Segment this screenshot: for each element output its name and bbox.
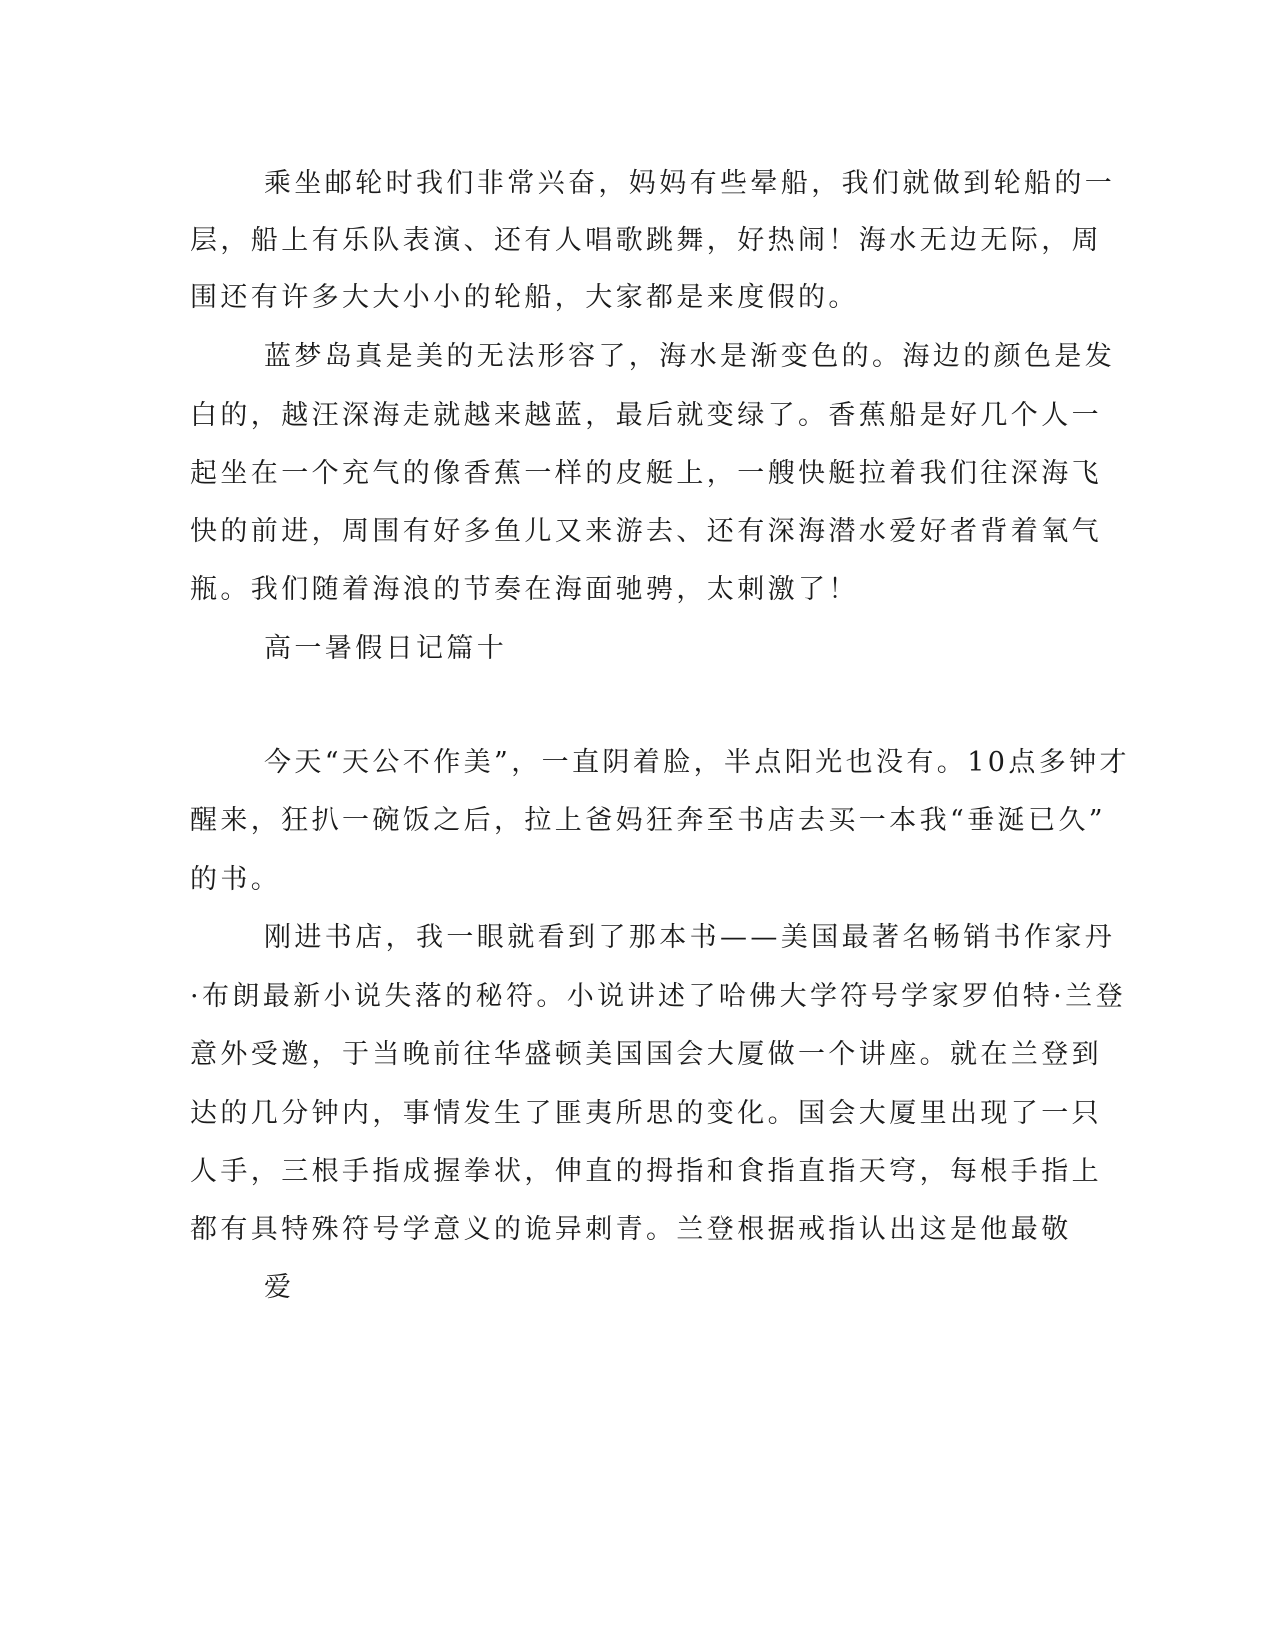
paragraph-line: 人手，三根手指成握拳状，伸直的拇指和食指直指天穹，每根手指上 bbox=[190, 1156, 1102, 1187]
paragraph-line: 意外受邀，于当晚前往华盛顿美国国会大厦做一个讲座。就在兰登到 bbox=[190, 1039, 1102, 1070]
paragraph-line: 快的前进，周围有好多鱼儿又来游去、还有深海潜水爱好者背着氧气 bbox=[190, 516, 1102, 547]
paragraph-line: 白的，越汪深海走就越来越蓝，最后就变绿了。香蕉船是好几个人一 bbox=[190, 400, 1102, 431]
paragraph-line: 达的几分钟内，事情发生了匪夷所思的变化。国会大厦里出现了一只 bbox=[190, 1098, 1102, 1129]
paragraph-line: 醒来，狂扒一碗饭之后，拉上爸妈狂奔至书店去买一本我“垂涎已久” bbox=[190, 805, 1107, 836]
paragraph-line: 起坐在一个充气的像香蕉一样的皮艇上，一艘快艇拉着我们往深海飞 bbox=[190, 458, 1102, 489]
paragraph-line: 瓶。我们随着海浪的节奏在海面驰骋，太刺激了！ bbox=[190, 574, 859, 605]
paragraph-line: 都有具特殊符号学意义的诡异刺青。兰登根据戒指认出这是他最敬 bbox=[190, 1214, 1072, 1245]
paragraph-line: ·布朗最新小说失落的秘符。小说讲述了哈佛大学符号学家罗伯特·兰登 bbox=[190, 981, 1126, 1012]
paragraph-line: 乘坐邮轮时我们非常兴奋，妈妈有些晕船，我们就做到轮船的一 bbox=[264, 168, 1116, 199]
paragraph-line: 爱 bbox=[264, 1272, 295, 1303]
paragraph-line: 今天“天公不作美”，一直阴着脸，半点阳光也没有。10点多钟才 bbox=[264, 747, 1130, 778]
paragraph-line: 围还有许多大大小小的轮船，大家都是来度假的。 bbox=[190, 282, 859, 313]
paragraph-line: 刚进书店，我一眼就看到了那本书——美国最著名畅销书作家丹 bbox=[264, 922, 1116, 953]
paragraph-line: 的书。 bbox=[190, 864, 282, 895]
paragraph-line: 层，船上有乐队表演、还有人唱歌跳舞，好热闹！海水无边无际，周 bbox=[190, 225, 1102, 256]
paragraph-line: 蓝梦岛真是美的无法形容了，海水是渐变色的。海边的颜色是发 bbox=[264, 341, 1116, 372]
section-heading: 高一暑假日记篇十 bbox=[264, 633, 508, 664]
